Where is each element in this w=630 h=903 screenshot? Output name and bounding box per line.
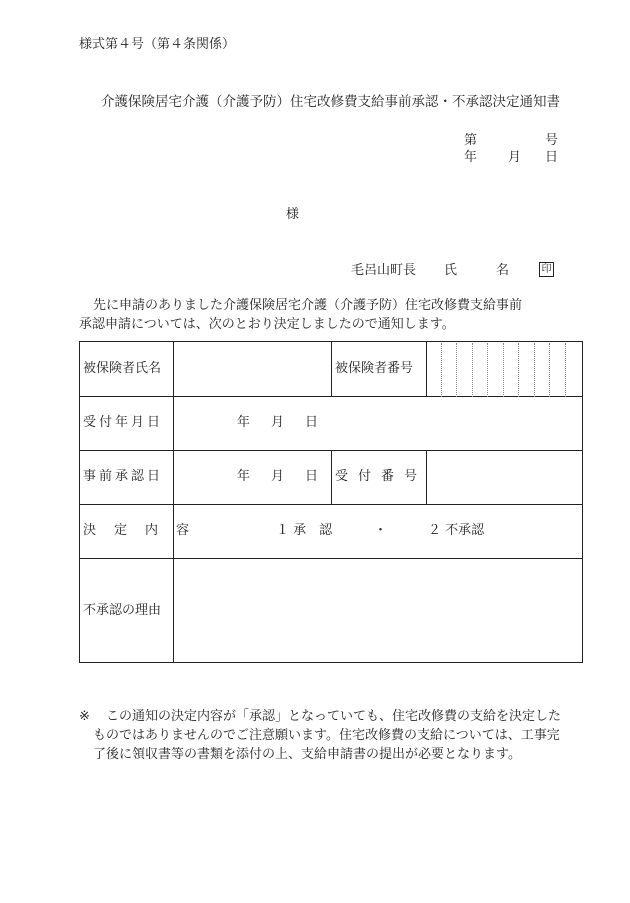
insured-number-label: 被保険者番号 [335, 361, 414, 376]
row-divider [80, 504, 582, 505]
receipt-date-month: 月 [271, 415, 285, 430]
decision-reject-option: ２ 不承認 [428, 523, 485, 538]
document-title: 介護保険居宅介護（介護予防）住宅改修費支給事前承認・不承認決定通知書 [101, 94, 560, 110]
notice-mark: ※ [79, 709, 90, 724]
approval-date-month: 月 [271, 469, 285, 484]
date-year: 年 [464, 150, 478, 165]
notice-line-1: この通知の決定内容が「承認」となっていても、住宅改修費の支給を決定した [106, 709, 562, 724]
decision-form-table [79, 341, 583, 663]
rejection-reason-label: 不承認の理由 [83, 603, 162, 618]
digit-divider [565, 343, 566, 397]
notice-line-2: ものではありませんのでご注意願います。住宅改修費の支給については、工事完 [93, 728, 560, 743]
col-divider [331, 342, 332, 396]
date-day: 日 [545, 150, 559, 165]
intro-line-2: 承認申請については、次のとおり決定しましたので通知します。 [79, 317, 455, 332]
col-divider [331, 450, 332, 504]
insured-name-label: 被保険者氏名 [83, 361, 162, 376]
addressee-suffix: 様 [286, 207, 300, 222]
prior-approval-date-label: 事前承認日 [83, 469, 164, 484]
receipt-date-year: 年 [237, 415, 251, 430]
digit-divider [503, 343, 504, 397]
digit-divider [487, 343, 488, 397]
receipt-number-label: 受付番号 [335, 469, 428, 484]
doc-number-suffix: 号 [545, 133, 559, 148]
digit-divider [549, 343, 550, 397]
date-month: 月 [508, 150, 522, 165]
receipt-date-label: 受付年月日 [83, 415, 164, 430]
issuer-name-label-2: 名 [496, 263, 510, 278]
issuer-title: 毛呂山町長 [351, 263, 417, 278]
decision-approve-option: １ 承 認 [276, 523, 333, 538]
decision-label: 決定内容 [83, 523, 208, 538]
row-divider [80, 396, 582, 397]
approval-date-day: 日 [305, 469, 319, 484]
intro-line-1: 先に申請のありました介護保険居宅介護（介護予防）住宅改修費支給事前 [93, 298, 523, 313]
digit-divider [534, 343, 535, 397]
doc-number-prefix: 第 [464, 133, 478, 148]
approval-date-year: 年 [237, 469, 251, 484]
col-divider [426, 342, 427, 396]
digit-divider [456, 343, 457, 397]
seal-mark [537, 262, 554, 277]
form-number: 様式第４号（第４条関係） [79, 37, 236, 52]
seal-icon: 印 [539, 262, 554, 277]
row-divider [80, 558, 582, 559]
decision-separator: ・ [374, 523, 388, 538]
issuer-name-label-1: 氏 [444, 263, 458, 278]
notice-line-3: 了後に領収書等の書類を添付の上、支給申請書の提出が必要となります。 [93, 747, 521, 762]
receipt-date-day: 日 [305, 415, 319, 430]
label-column-divider [173, 342, 174, 663]
digit-divider [518, 343, 519, 397]
digit-divider [472, 343, 473, 397]
digit-divider [441, 343, 442, 397]
